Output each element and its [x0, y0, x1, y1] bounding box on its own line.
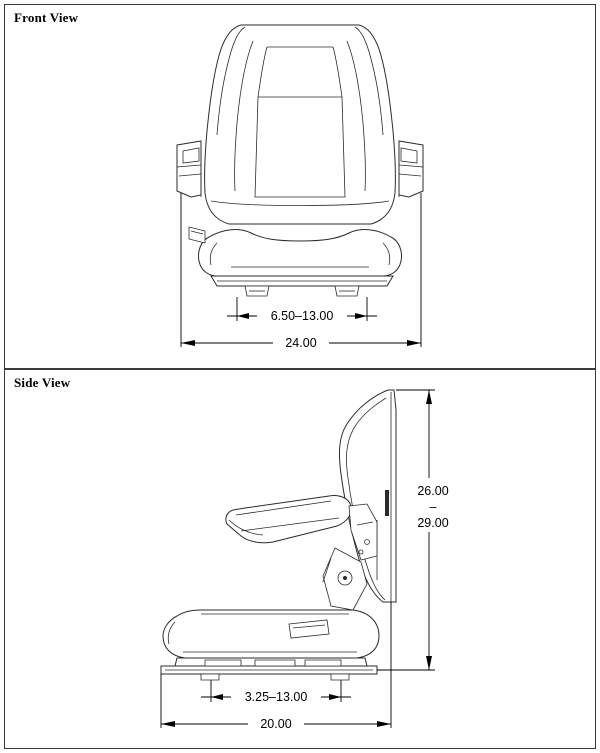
side-dim-depth-label: 20.00 [260, 717, 292, 731]
front-view-drawing [5, 5, 595, 368]
side-view-panel [4, 369, 596, 749]
front-dim-width-label: 24.00 [285, 336, 317, 350]
side-dim-height-bottom-label: 29.00 [417, 516, 449, 530]
side-dim-track-label: 3.25–13.00 [244, 690, 308, 704]
side-view-title: Side View [14, 375, 71, 390]
front-view-panel [4, 4, 596, 369]
front-view-title: Front View [14, 10, 79, 25]
front-dim-track-label: 6.50–13.00 [270, 309, 334, 323]
side-view-drawing [5, 370, 595, 748]
side-dim-height-top-label: 26.00 [417, 484, 449, 498]
side-dim-height-dash-label: – [429, 500, 437, 514]
